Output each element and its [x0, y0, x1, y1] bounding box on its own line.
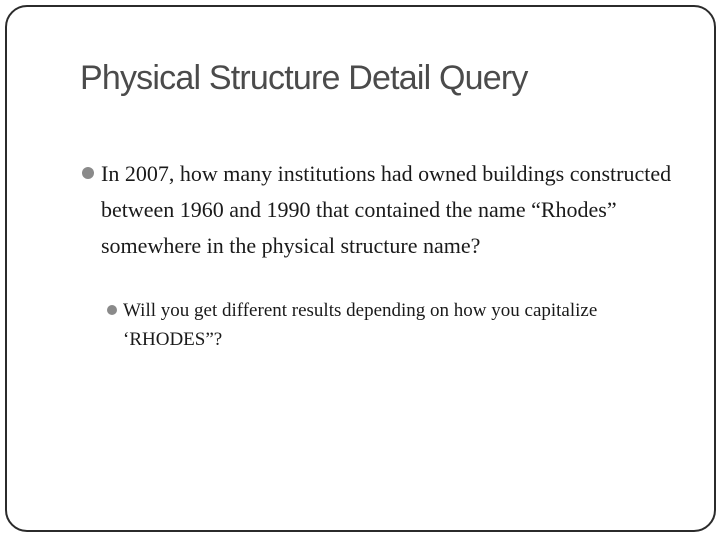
bullet-item-level-1 [101, 156, 681, 264]
slide-title: Physical Structure Detail Query [80, 59, 528, 97]
sub-bullet-text: Will you get different results depending on how you capitalize ‘RHODES”? [123, 300, 598, 350]
bullet-dot-icon [107, 305, 117, 315]
bullet-dot-icon [82, 167, 94, 179]
bullet-item-level-2 [123, 296, 683, 354]
bullet-text: In 2007, how many institutions had owned buildings constructed between 1960 and 1990 that contained the name “Rhodes” somewhere in the physical structure name? [101, 161, 672, 258]
